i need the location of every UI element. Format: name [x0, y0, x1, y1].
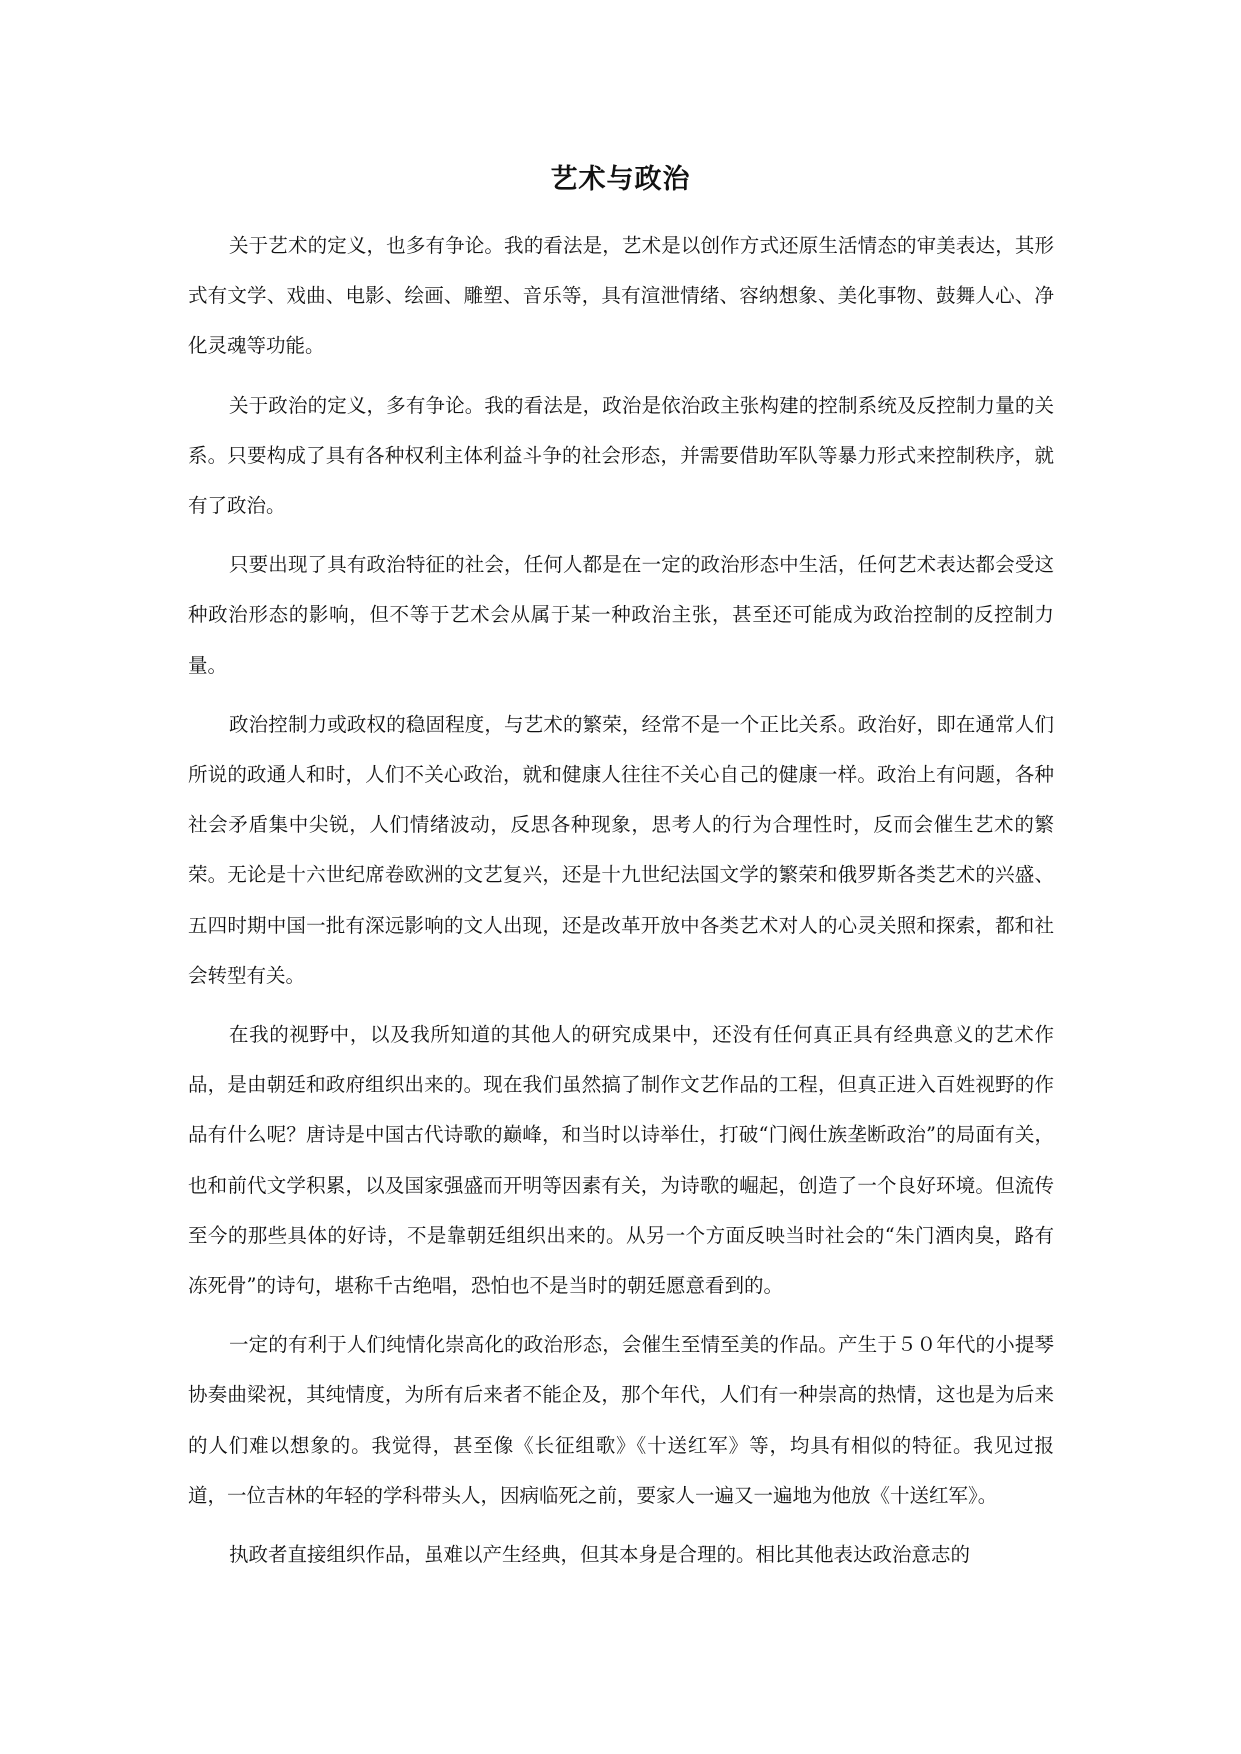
- paragraph-political-influence: 只要出现了具有政治特征的社会，任何人都是在一定的政治形态中生活，任何艺术表达都会受这种政治形态的影响，但不等于艺术会从属于某一种政治主张，甚至还可能成为政治控制的反控制力量。: [188, 553, 1054, 677]
- document-title: 艺术与政治: [550, 164, 691, 195]
- paragraph-ruler-organized-works: 执政者直接组织作品，虽难以产生经典，但其本身是合理的。相比其他表达政治意志的: [229, 1543, 971, 1567]
- document-body: [188, 221, 1054, 1589]
- paragraph-art-definition: 关于艺术的定义，也多有争论。我的看法是，艺术是以创作方式还原生活情态的审美表达，其形式有文学、戏曲、电影、绘画、雕塑、音乐等，具有渲泄情绪、容纳想象、美化事物、鼓舞人心、净化灵魂等功能。: [188, 234, 1054, 358]
- paragraph-sublime-works: 一定的有利于人们纯情化崇高化的政治形态，会催生至情至美的作品。产生于５０年代的小提琴协奏曲梁祝，其纯情度，为所有后来者不能企及，那个年代，人们有一种崇高的热情，这也是为后来的人们难以想象的。我觉得，甚至像《长征组歌》《十送红军》等，均具有相似的特征。我见过报道，一位吉林的年轻的学科带头人，因病临死之前，要家人一遍又一遍地为他放《十送红军》。: [188, 1333, 1054, 1507]
- paragraph-classic-works: 在我的视野中，以及我所知道的其他人的研究成果中，还没有任何真正具有经典意义的艺术作品，是由朝廷和政府组织出来的。现在我们虽然搞了制作文艺作品的工程，但真正进入百姓视野的作品有什么呢？唐诗是中国古代诗歌的巅峰，和当时以诗举仕，打破“门阀仕族垄断政治”的局面有关，也和前代文学积累，以及国家强盛而开明等因素有关，为诗歌的崛起，创造了一个良好环境。但流传至今的那些具体的好诗，不是靠朝廷组织出来的。从另一个方面反映当时社会的“朱门酒肉臭，路有冻死骨”的诗句，堪称千古绝唱，恐怕也不是当时的朝廷愿意看到的。: [188, 1023, 1054, 1298]
- paragraph-politics-definition: 关于政治的定义，多有争论。我的看法是，政治是依治政主张构建的控制系统及反控制力量的关系。只要构成了具有各种权利主体利益斗争的社会形态，并需要借助军队等暴力形式来控制秩序，就有了政治。: [188, 393, 1054, 518]
- paragraph-control-and-prosperity: 政治控制力或政权的稳固程度，与艺术的繁荣，经常不是一个正比关系。政治好，即在通常人们所说的政通人和时，人们不关心政治，就和健康人往往不关心自己的健康一样。政治上有问题，各种社会矛盾集中尖锐，人们情绪波动，反思各种现象，思考人的行为合理性时，反而会催生艺术的繁荣。无论是十六世纪席卷欧洲的文艺复兴，还是十九世纪法国文学的繁荣和俄罗斯各类艺术的兴盛、五四时期中国一批有深远影响的文人出现，还是改革开放中各类艺术对人的心灵关照和探索，都和社会转型有关。: [188, 712, 1054, 987]
